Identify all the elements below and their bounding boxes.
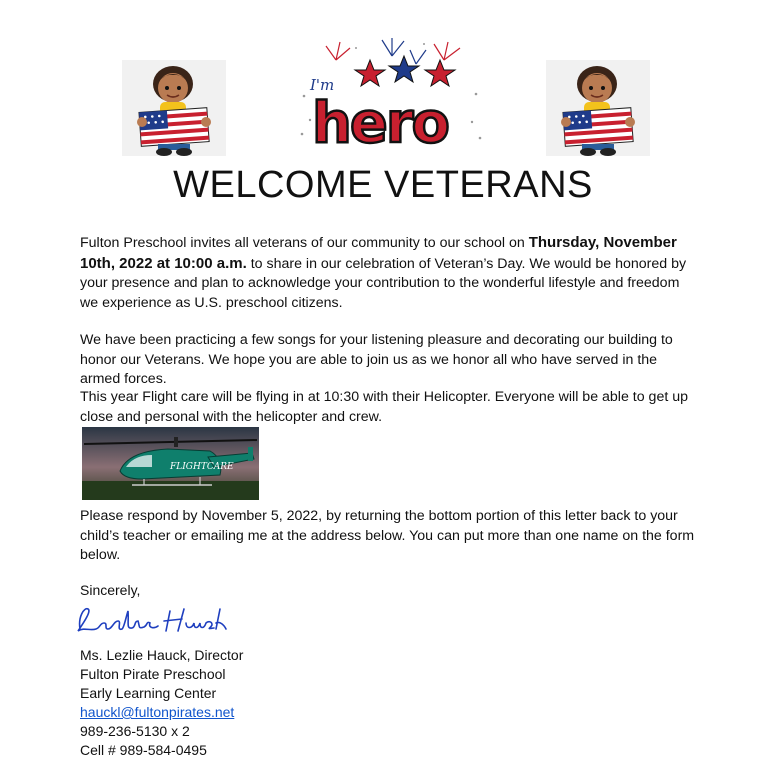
im-a-hero-clipart <box>296 38 484 154</box>
closing-text: Sincerely, <box>80 582 141 598</box>
cell-number: Cell # 989-584-0495 <box>80 742 207 758</box>
handwritten-signature <box>74 601 234 637</box>
flightcare-logo-text: FLIGHTCARE <box>170 462 234 472</box>
school-name: Fulton Pirate Preschool <box>80 666 226 682</box>
center-name: Early Learning Center <box>80 685 217 701</box>
intro-text-end: to share in our celebration of Veteran’s Day. We would be honored by your presence and plan to acknowledge your contribution to the wonderful lifestyle and freedom we experience as U.S. preschool citizens. <box>80 255 687 311</box>
intro-text-start: Fulton Preschool invites all veterans of our community to our school on <box>80 235 529 251</box>
flightcare-paragraph: This year Flight care will be flying in at 10:30 with their Helicopter. Everyone will be able to get up close and personal with the helicopter and crew. <box>80 389 689 425</box>
director-name: Ms. Lezlie Hauck, Director <box>80 647 244 663</box>
page-title: WELCOME VETERANS <box>173 164 593 206</box>
songs-paragraph: We have been practicing a few songs for your listening pleasure and decorating our building to honor our Veterans. We hope you are able to join us as we honor all who have served in the armed forces. <box>80 332 673 387</box>
im-text: I'm <box>310 76 335 94</box>
contact-block <box>80 646 243 760</box>
intro-paragraph <box>80 233 700 313</box>
phone-number: 989-236-5130 x 2 <box>80 723 190 739</box>
helicopter-photo <box>82 427 259 500</box>
child-with-flag-image-right <box>546 60 650 156</box>
email-link[interactable]: hauckl@fultonpirates.net <box>80 704 235 720</box>
hero-text: hero <box>312 91 448 154</box>
respond-paragraph: Please respond by November 5, 2022, by returning the bottom portion of this letter back to your child’s teacher or emailing me at the address below. You can put more than one name on the form below. <box>80 508 695 563</box>
child-with-flag-image-left <box>122 60 226 156</box>
event-date-bold: Thursday, November 10th, 2022 at 10:00 a.m. <box>80 234 677 272</box>
